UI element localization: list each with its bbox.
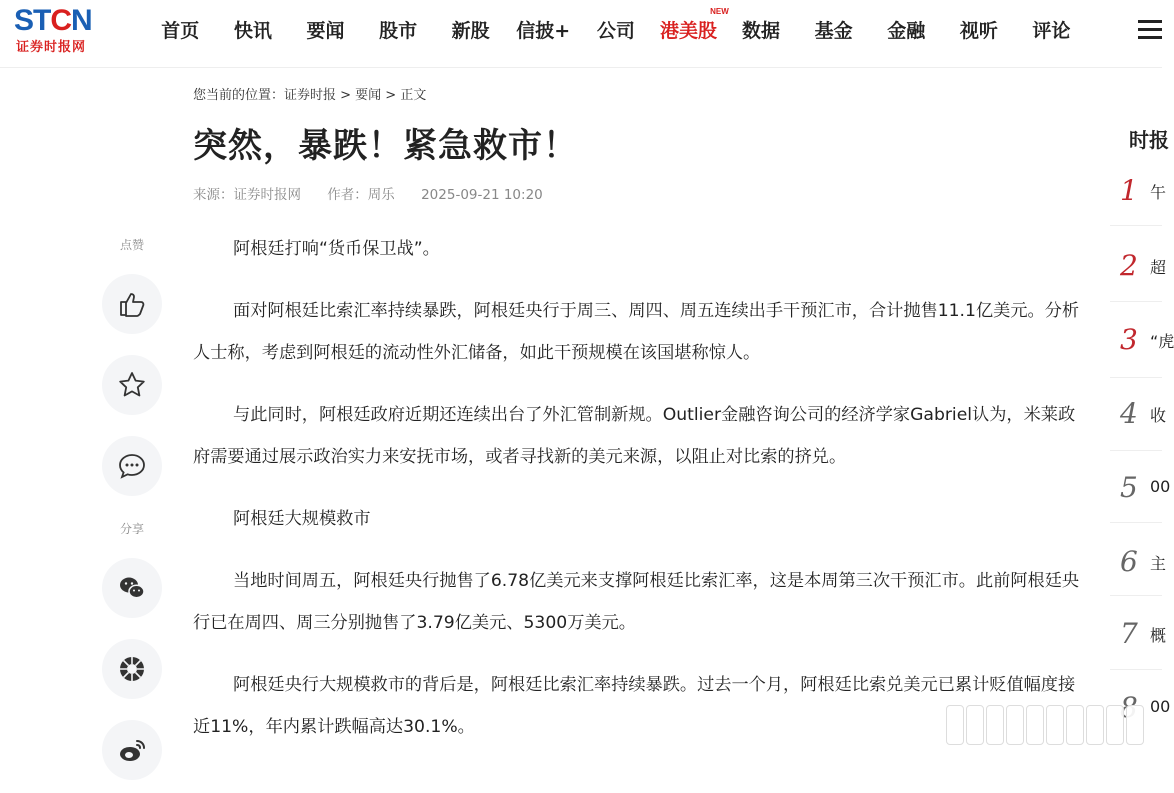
divider — [1110, 225, 1162, 226]
article-author: 作者：周乐 — [327, 187, 395, 203]
camera-shutter-icon — [117, 654, 147, 684]
rank-number: 7 — [1120, 617, 1138, 650]
logo-wordmark: STCN — [14, 4, 92, 37]
nav-ipo[interactable]: 新股 — [451, 19, 490, 42]
article-source[interactable]: 来源：证券时报网 — [193, 187, 301, 203]
new-badge: NEW — [710, 6, 729, 16]
rank-headline: 概 — [1150, 626, 1167, 645]
ranking-title: 时报 — [1129, 128, 1169, 152]
overlay-segment — [1126, 705, 1144, 745]
article-title: 突然，暴跌！紧急救市！ — [193, 126, 578, 166]
wechat-icon — [117, 573, 147, 603]
overlay-segment — [1086, 705, 1104, 745]
star-icon — [117, 370, 147, 400]
rank-headline: “虎 — [1150, 332, 1174, 351]
rank-headline: 超 — [1150, 258, 1167, 277]
rank-number: 3 — [1120, 323, 1138, 356]
nav-opinion[interactable]: 评论 — [1032, 19, 1071, 42]
divider — [1110, 522, 1162, 523]
comment-icon — [117, 451, 147, 481]
logo-subtitle: 证券时报网 — [16, 40, 87, 55]
nav-headlines[interactable]: 要闻 — [306, 19, 345, 42]
share-label: 分享 — [119, 522, 144, 536]
divider — [1110, 377, 1162, 378]
stcn-logo[interactable] — [14, 4, 106, 56]
rank-headline: 午 — [1150, 183, 1167, 202]
share-moments-button[interactable] — [102, 639, 162, 699]
article-paragraph: 当地时间周五，阿根廷央行抛售了6.78亿美元来支撑阿根廷比索汇率，这是本周第三次干预汇市。此前阿根廷央行已在周四、周三分别抛售了3.79亿美元、5300万美元。 — [193, 571, 1080, 633]
nav-video[interactable]: 视听 — [959, 19, 998, 42]
overlay-segment — [966, 705, 984, 745]
nav-hk-us-stocks[interactable]: 港美股 NEW — [659, 6, 729, 42]
nav-stocks[interactable]: 股市 — [379, 19, 418, 42]
divider — [1110, 595, 1162, 596]
comment-button[interactable] — [102, 436, 162, 496]
like-label: 点赞 — [119, 238, 144, 252]
nav-companies[interactable]: 公司 — [596, 19, 635, 42]
nav-finance[interactable]: 金融 — [887, 19, 926, 42]
rank-headline: 00 — [1150, 477, 1171, 496]
overlay-segment — [986, 705, 1004, 745]
overlay-segment — [946, 705, 964, 745]
like-button[interactable] — [102, 274, 162, 334]
rank-number: 5 — [1120, 471, 1138, 504]
rank-headline: 00 — [1150, 697, 1171, 716]
weibo-icon — [117, 735, 147, 765]
divider — [1110, 450, 1162, 451]
site-header — [0, 0, 1162, 68]
hamburger-menu-icon[interactable] — [1138, 20, 1162, 40]
overlay-segment — [1046, 705, 1064, 745]
nav-home[interactable]: 首页 — [161, 19, 200, 42]
article-paragraph: 阿根廷打响“货币保卫战”。 — [233, 239, 440, 259]
rank-headline: 收 — [1150, 406, 1167, 425]
breadcrumb: 您当前的位置：证券时报 > 要闻 > 正文 — [193, 88, 427, 103]
overlay-segment — [1026, 705, 1044, 745]
pagination-overlay — [946, 703, 1158, 747]
overlay-segment — [1066, 705, 1084, 745]
rank-number: 1 — [1120, 174, 1138, 207]
nav-funds[interactable]: 基金 — [814, 19, 853, 42]
favorite-button[interactable] — [102, 355, 162, 415]
rank-number: 4 — [1120, 397, 1138, 430]
article-meta — [193, 183, 565, 203]
overlay-segment — [1006, 705, 1024, 745]
divider — [1110, 301, 1162, 302]
nav-disclosure[interactable]: 信披+ — [516, 19, 571, 42]
article-paragraph: 阿根廷央行大规模救市的背后是，阿根廷比索汇率持续暴跌。过去一个月，阿根廷比索兑美元已累计贬值幅度接近11%，年内累计跌幅高达30.1%。 — [193, 675, 1076, 737]
share-wechat-button[interactable] — [102, 558, 162, 618]
overlay-segment — [1106, 705, 1124, 745]
nav-flash[interactable]: 快讯 — [233, 19, 272, 42]
article-paragraph: 与此同时，阿根廷政府近期还连续出台了外汇管制新规。Outlier金融咨询公司的经济学家Gabriel认为，米莱政府需要通过展示政治实力来安抚市场，或者寻找新的美元来源，以阻止对比索的挤兑。 — [193, 405, 1076, 467]
divider — [1110, 669, 1162, 670]
article-paragraph: 面对阿根廷比索汇率持续暴跌，阿根廷央行于周三、周四、周五连续出手干预汇市，合计抛售11.1亿美元。分析人士称，考虑到阿根廷的流动性外汇储备，如此干预规模在该国堪称惊人。 — [193, 301, 1080, 363]
thumbs-up-icon — [117, 289, 147, 319]
share-weibo-button[interactable] — [102, 720, 162, 780]
rank-number: 2 — [1120, 249, 1138, 282]
article-datetime: 2025-09-21 10:20 — [421, 187, 543, 203]
main-nav — [144, 0, 1088, 58]
rank-number: 6 — [1120, 545, 1138, 578]
article-subheading: 阿根廷大规模救市 — [233, 509, 371, 529]
rank-headline: 主 — [1150, 554, 1167, 573]
nav-data[interactable]: 数据 — [742, 19, 781, 42]
article-body — [193, 228, 1087, 768]
